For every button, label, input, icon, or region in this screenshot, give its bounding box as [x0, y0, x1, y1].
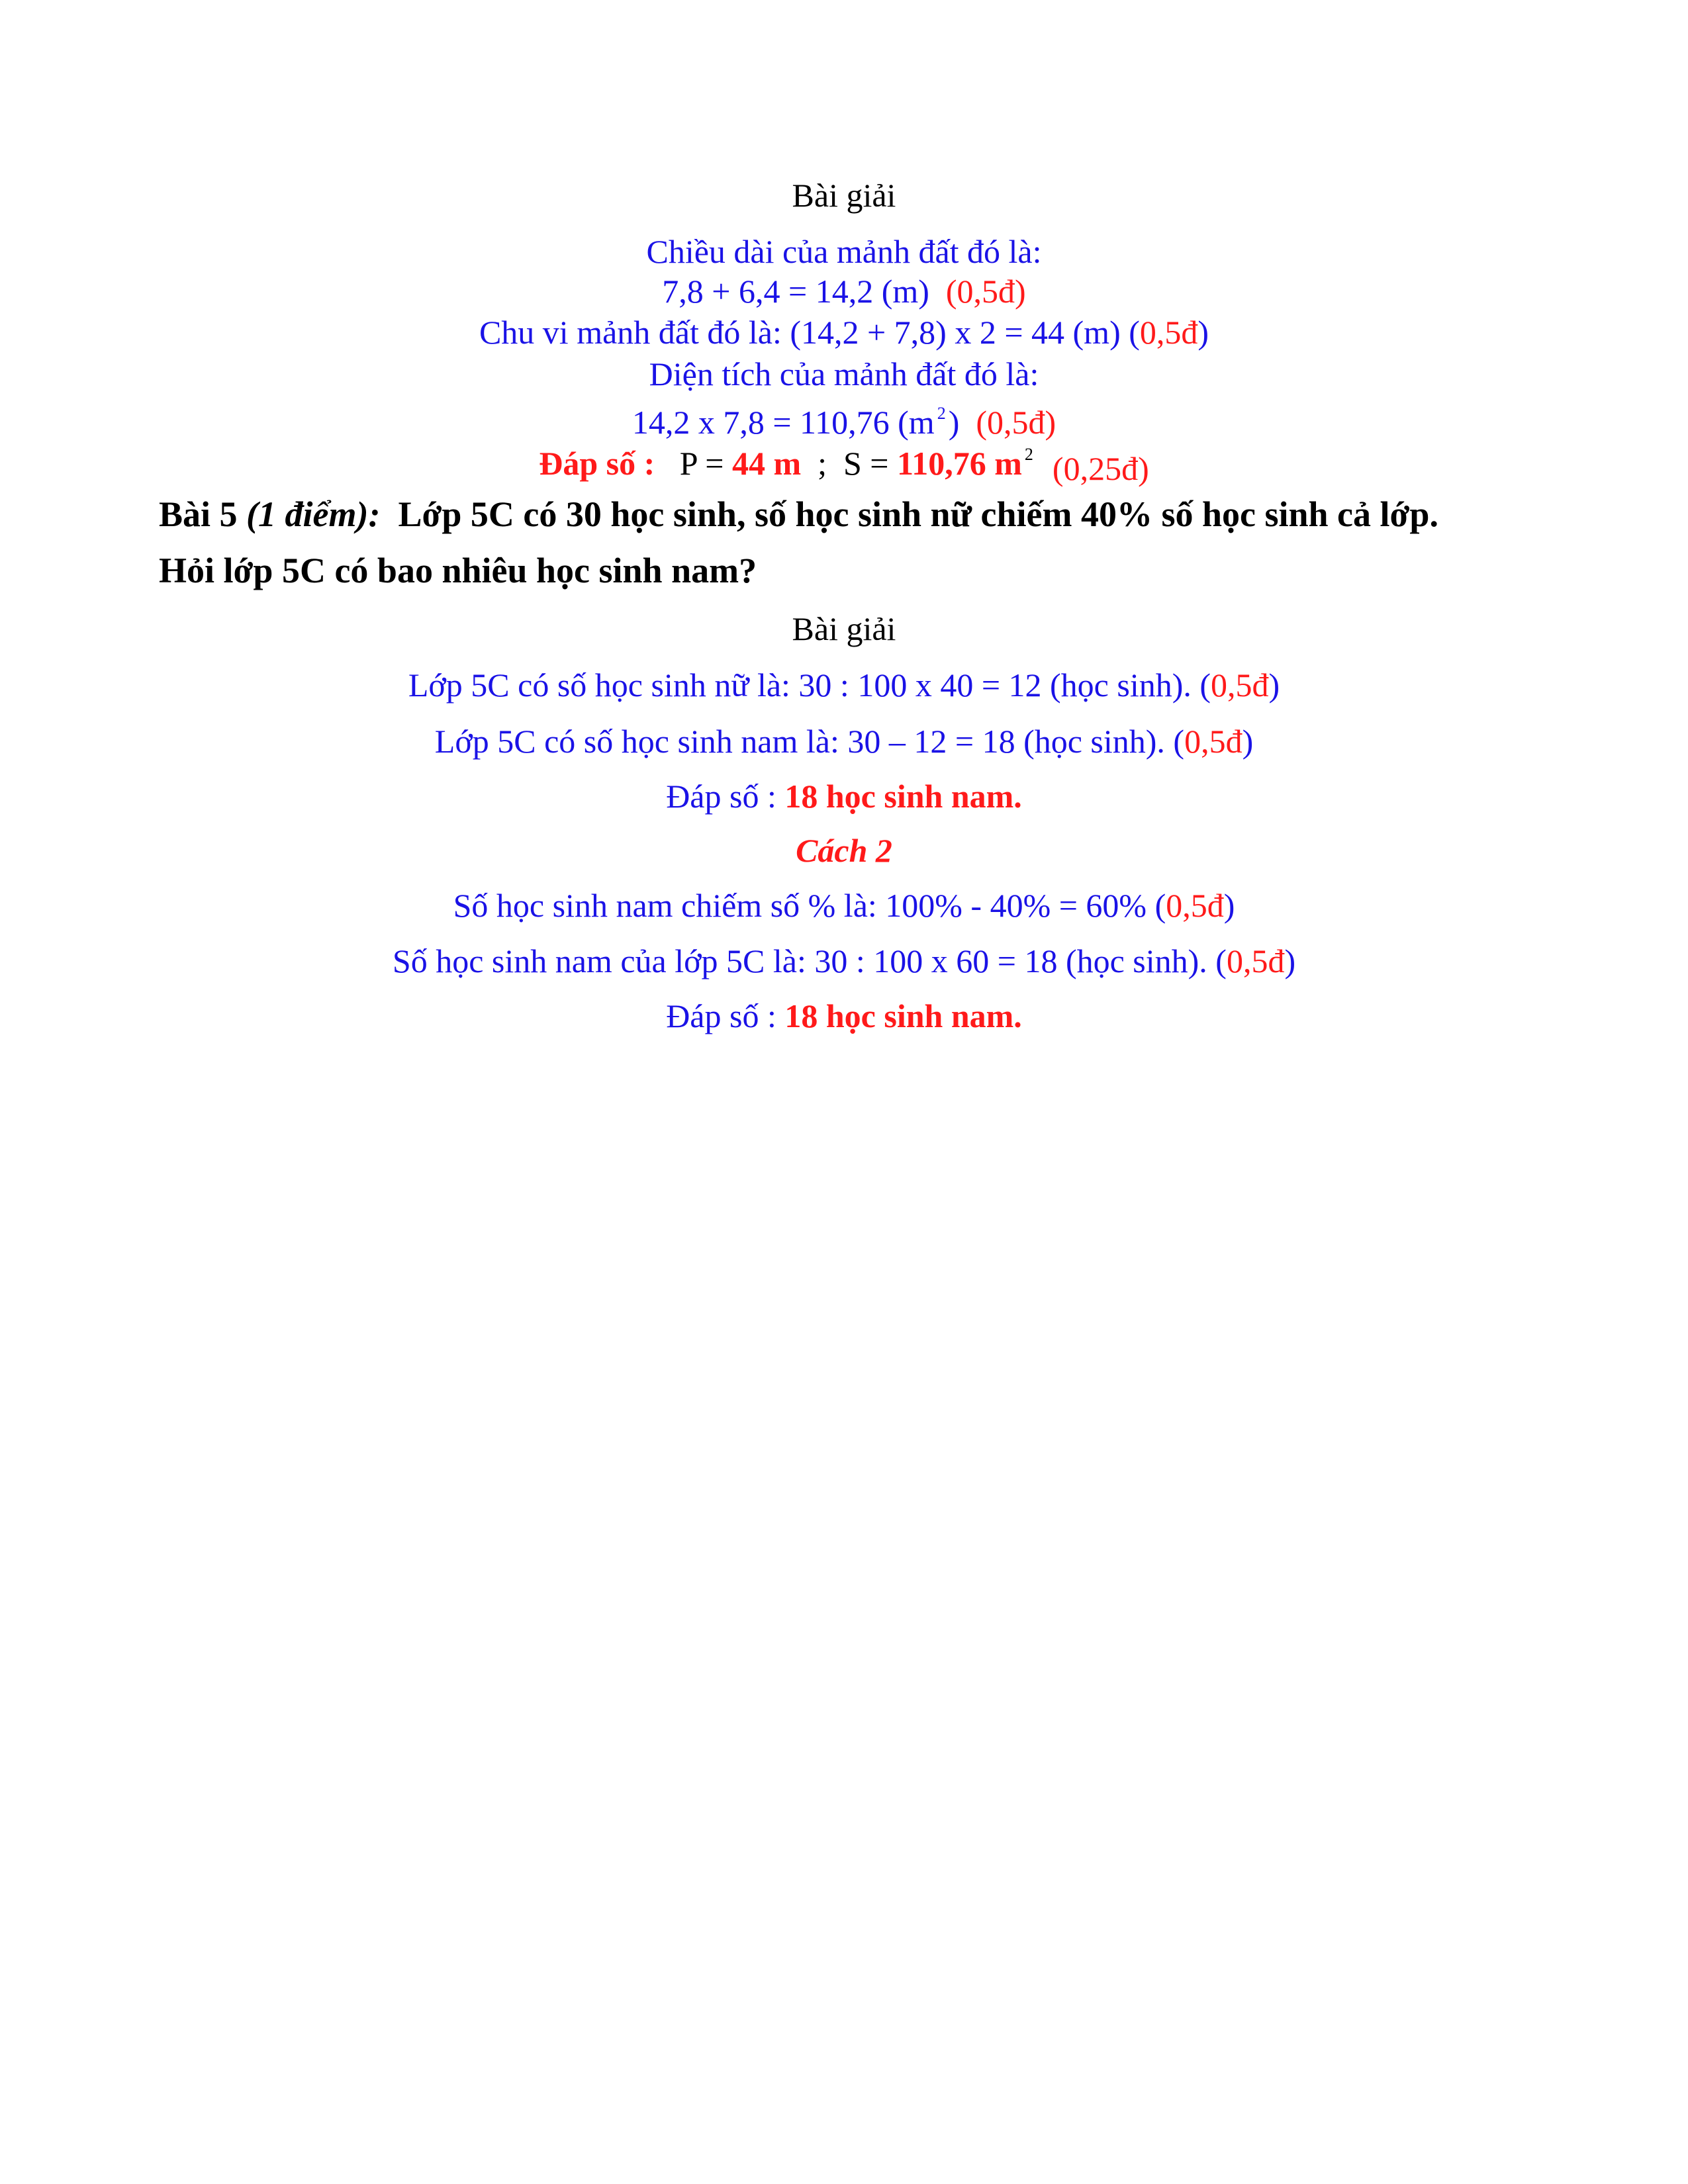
problem-5-points: (1 điểm): — [246, 494, 381, 534]
solution-heading-text: Bài giải — [792, 177, 896, 214]
problem-5-text-2: Hỏi lớp 5C có bao nhiêu học sinh nam? — [159, 551, 757, 590]
solution-2-answer — [0, 776, 1688, 816]
solution-2-heading — [0, 609, 1688, 649]
answer-separator: ; — [818, 445, 827, 482]
answer-p-prefix: P = — [679, 445, 724, 482]
method-2-answer-value: 18 học sinh nam. — [784, 997, 1022, 1034]
problem-5-title: Bài 5 — [159, 494, 238, 534]
perimeter-text: Chu vi mảnh đất đó là: (14,2 + 7,8) x 2 = 44 (m) ( — [479, 314, 1140, 351]
perimeter-close: ) — [1197, 314, 1209, 351]
area-calc-close: ) — [948, 404, 960, 441]
area-title-text: Diện tích của mảnh đất đó là: — [649, 355, 1039, 392]
method-2-heading — [0, 831, 1688, 870]
area-calc-text: 14,2 x 7,8 = 110,76 (m — [632, 404, 935, 441]
length-calc-text: 7,8 + 6,4 = 14,2 (m) — [662, 273, 929, 310]
method-2-line-percent — [0, 886, 1688, 925]
method-2-title: Cách 2 — [796, 832, 892, 869]
problem-5-line-1 — [159, 493, 1438, 535]
answer-label: Đáp số : — [539, 445, 655, 482]
percent-text: Số học sinh nam chiếm số % là: 100% - 40% = 60% ( — [453, 887, 1166, 924]
solution-line-area-title — [0, 354, 1688, 394]
solution-line-length-calc — [0, 271, 1688, 311]
answer-s-superscript: 2 — [1024, 445, 1033, 464]
method-2-answer-label: Đáp số : — [666, 997, 776, 1034]
answer-s-value: 110,76 m — [897, 445, 1022, 482]
girls-score: 0,5đ — [1211, 666, 1269, 704]
answer-s-prefix: S = — [843, 445, 889, 482]
area-calc-superscript: 2 — [937, 404, 946, 423]
boys-score: 0,5đ — [1184, 723, 1243, 760]
problem-5-line-2 — [159, 549, 757, 592]
perimeter-score: 0,5đ — [1139, 314, 1198, 351]
boys-text: Lớp 5C có số học sinh nam là: 30 – 12 = 18 (học sinh). ( — [434, 723, 1185, 760]
solution-line-perimeter — [0, 312, 1688, 352]
percent-close: ) — [1223, 887, 1235, 924]
method-2-answer — [0, 996, 1688, 1036]
area-calc-score: (0,5đ) — [976, 404, 1056, 441]
solution-2-line-girls — [0, 665, 1688, 705]
solution-heading — [0, 175, 1688, 215]
solution-answer — [0, 443, 1688, 489]
solution-2-heading-text: Bài giải — [792, 610, 896, 647]
method-2-line-boys — [0, 941, 1688, 981]
solution-2-answer-value: 18 học sinh nam. — [784, 778, 1022, 815]
solution-2-line-boys — [0, 721, 1688, 761]
boys-close: ) — [1242, 723, 1254, 760]
solution-line-length-title — [0, 232, 1688, 271]
length-title-text: Chiều dài của mảnh đất đó là: — [646, 233, 1042, 270]
method-2-boys-close: ) — [1284, 942, 1296, 979]
solution-line-area-calc — [0, 402, 1688, 448]
percent-score: 0,5đ — [1166, 887, 1224, 924]
method-2-boys-score: 0,5đ — [1226, 942, 1285, 979]
answer-p-value: 44 m — [731, 445, 802, 482]
solution-2-answer-label: Đáp số : — [666, 778, 776, 815]
method-2-boys-text: Số học sinh nam của lớp 5C là: 30 : 100 x 60 = 18 (học sinh). ( — [392, 942, 1227, 979]
girls-text: Lớp 5C có số học sinh nữ là: 30 : 100 x 40 = 12 (học sinh). ( — [408, 666, 1211, 704]
length-calc-score: (0,5đ) — [945, 273, 1026, 310]
girls-close: ) — [1268, 666, 1280, 704]
problem-5-text-1: Lớp 5C có 30 học sinh, số học sinh nữ chiếm 40% số học sinh cả lớp. — [398, 494, 1438, 534]
answer-score: (0,25đ) — [1052, 450, 1149, 487]
